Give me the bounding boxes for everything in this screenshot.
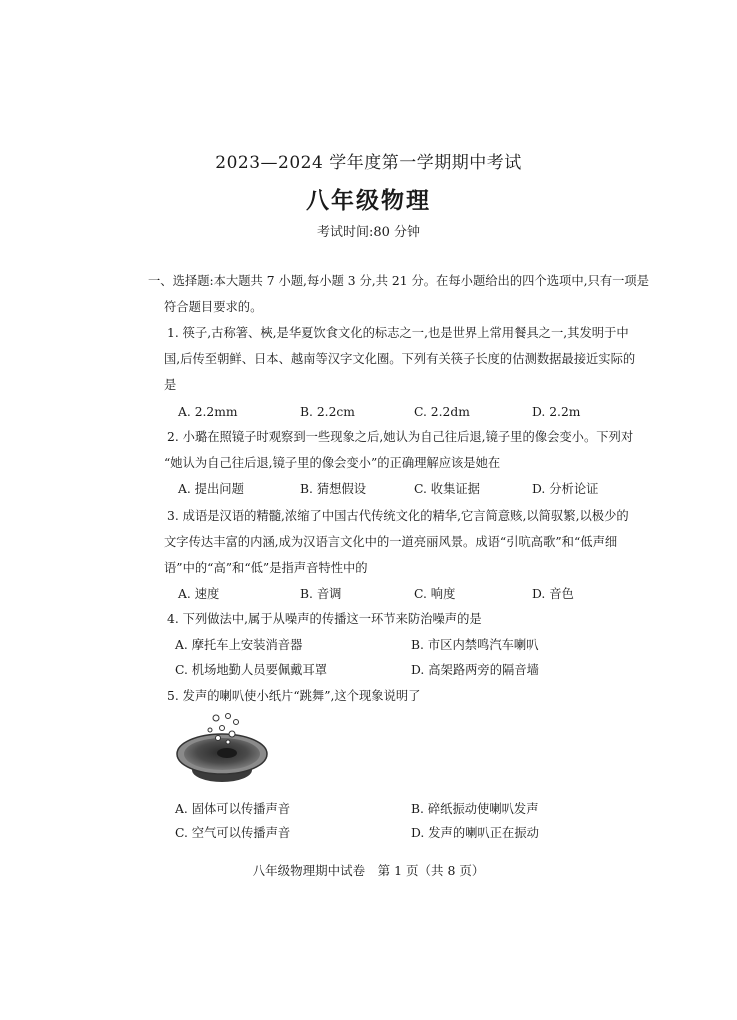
question-4-option-a: A. 摩托车上安装消音器 (175, 638, 303, 652)
question-1-option-a: A. 2.2mm (178, 405, 238, 419)
question-3-line-3: 语”中的“高”和“低”是指声音特性中的 (164, 561, 368, 575)
question-3-option-c: C. 响度 (414, 587, 456, 601)
question-2-option-c: C. 收集证据 (414, 482, 480, 496)
question-3-option-d: D. 音色 (532, 587, 574, 601)
question-4-option-d: D. 高架路两旁的隔音墙 (411, 663, 539, 677)
question-3-line-1: 3. 成语是汉语的精髓,浓缩了中国古代传统文化的精华,它言简意赅,以简驭繁,以极少的 (167, 509, 629, 523)
section-heading: 一、选择题:本大题共 7 小题,每小题 3 分,共 21 分。在每小题给出的四个选项中,只有一项是 (148, 274, 650, 288)
question-1-option-c: C. 2.2dm (414, 405, 470, 419)
question-1-option-d: D. 2.2m (532, 405, 581, 419)
exam-title: 2023—2024 学年度第一学期期中考试 (215, 153, 522, 173)
question-2-line-1: 2. 小璐在照镜子时观察到一些现象之后,她认为自己往后退,镜子里的像会变小。下列对 (167, 430, 634, 444)
question-2-line-2: “她认为自己往后退,镜子里的像会变小”的正确理解应该是她在 (164, 456, 501, 470)
question-5-option-a: A. 固体可以传播声音 (175, 802, 291, 816)
subject-title: 八年级物理 (306, 187, 431, 214)
question-4-line-1: 4. 下列做法中,属于从噪声的传播这一环节来防治噪声的是 (167, 612, 482, 626)
question-5-option-d: D. 发声的喇叭正在振动 (411, 826, 539, 840)
question-1-line-2: 国,后传至朝鲜、日本、越南等汉字文化圈。下列有关筷子长度的估测数据最接近实际的 (164, 352, 636, 366)
section-heading-cont: 符合题目要求的。 (164, 300, 263, 314)
question-4-option-b: B. 市区内禁鸣汽车喇叭 (411, 638, 539, 652)
page-footer: 八年级物理期中试卷 第 1 页（共 8 页） (252, 863, 485, 878)
speaker-illustration (172, 708, 272, 790)
question-1-option-b: B. 2.2cm (300, 405, 355, 419)
question-3-option-a: A. 速度 (178, 587, 220, 601)
question-3-line-2: 文字传达丰富的内涵,成为汉语言文化中的一道亮丽风景。成语“引吭高歌”和“低声细 (164, 535, 618, 549)
question-1-line-3: 是 (164, 378, 177, 392)
question-3-option-b: B. 音调 (300, 587, 342, 601)
question-5-option-c: C. 空气可以传播声音 (175, 826, 291, 840)
question-2-option-a: A. 提出问题 (178, 482, 244, 496)
question-5-line-1: 5. 发声的喇叭使小纸片“跳舞”,这个现象说明了 (167, 689, 421, 703)
question-4-option-c: C. 机场地勤人员要佩戴耳罩 (175, 663, 328, 677)
exam-duration: 考试时间:80 分钟 (316, 225, 421, 240)
question-2-option-d: D. 分析论证 (532, 482, 599, 496)
question-1-line-1: 1. 筷子,古称箸、梜,是华夏饮食文化的标志之一,也是世界上常用餐具之一,其发明于中 (167, 326, 629, 340)
question-5-option-b: B. 碎纸振动使喇叭发声 (411, 802, 539, 816)
question-2-option-b: B. 猜想假设 (300, 482, 367, 496)
